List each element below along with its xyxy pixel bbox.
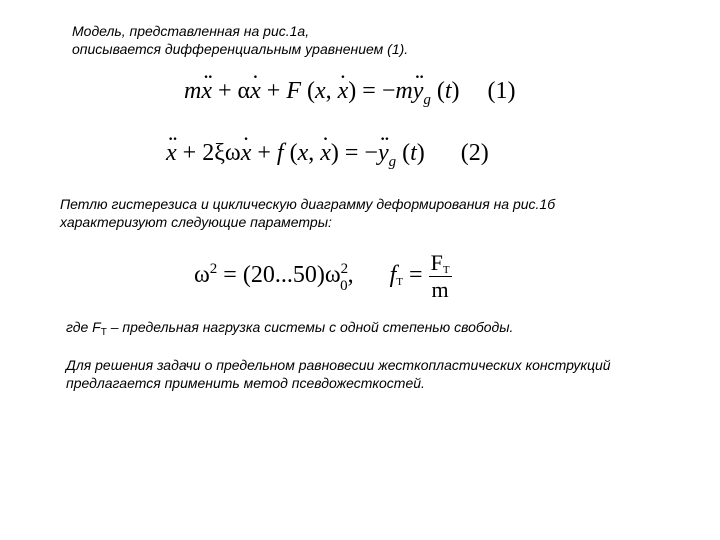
equation-3: $\omega^2 = (20...50)\omega^2_0$, fT = $\frac{FT}{m}$ <box>194 250 450 302</box>
where-sub: T <box>100 327 107 338</box>
equation-1: m·· x + α· x + F (x, · $x) = -m\cdot\cdot y_g$ (t) (1) <box>184 78 516 109</box>
intro-paragraph <box>72 22 408 58</box>
where-prefix: где F <box>66 319 101 335</box>
equation-3-range: (20...50) <box>242 262 325 289</box>
conclusion-line-1: Для решения задачи о предельном равновесии жесткопластических конструкций <box>66 357 611 373</box>
force-mass-fraction <box>429 250 452 303</box>
intro-line-2: описывается дифференциальным уравнением (1). <box>72 41 409 57</box>
parameters-paragraph <box>60 195 555 231</box>
fraction-force-sub: T <box>442 264 450 276</box>
where-rest: – предельная нагрузка системы с одной степенью свободы. <box>106 319 514 335</box>
parameters-line-2: характеризуют следующие параметры: <box>60 214 332 230</box>
equation-2-number: (2) <box>460 140 489 166</box>
fraction-mass: m <box>431 277 449 302</box>
parameters-line-1: Петлю гистерезиса и циклическую диаграмму деформирования на рис.1б <box>60 196 556 212</box>
fraction-force: F <box>430 250 443 275</box>
conclusion-paragraph <box>66 356 611 392</box>
conclusion-line-2: предлагается применить метод псевдожесткостей. <box>66 375 425 391</box>
equation-2: ·· x + 2ξω· x + f (x, · x) = −·· $y_g$ (t) (2) <box>166 140 489 171</box>
intro-line-1: Модель, представленная на рис.1а, <box>72 23 310 39</box>
equation-1-number: (1) <box>487 78 516 104</box>
where-paragraph <box>66 318 513 342</box>
